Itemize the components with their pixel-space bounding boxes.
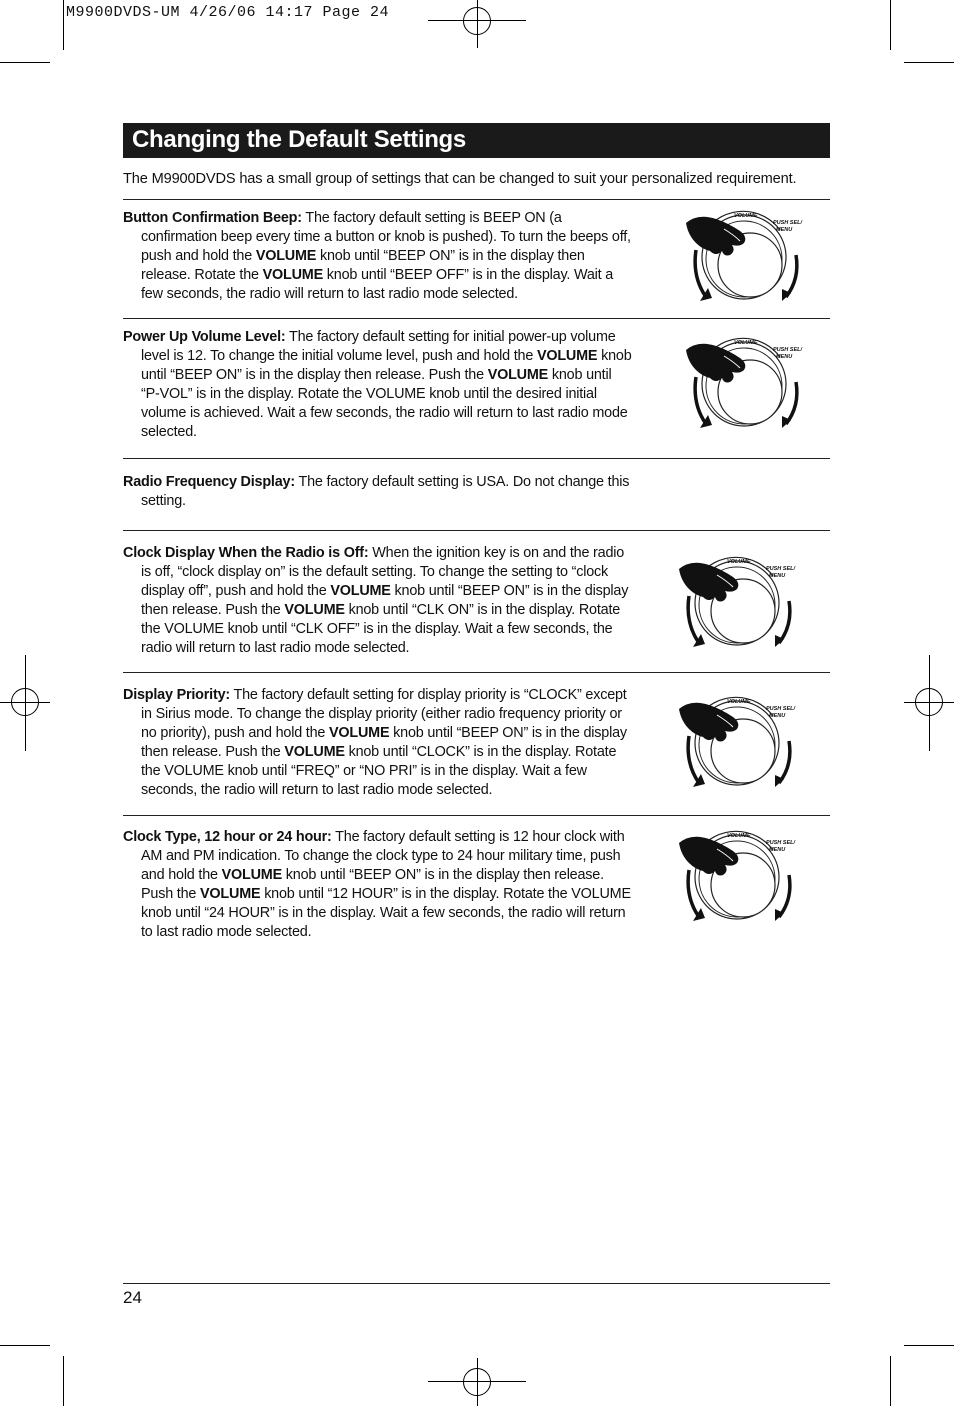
volume-knob-illustration [678,205,813,305]
section-clock-type [123,828,633,942]
knob-volume-label: VOLUME [727,833,751,839]
crop-mark [0,1345,50,1346]
bold-keyword: VOLUME [284,602,345,618]
bold-keyword: VOLUME [200,886,261,902]
section-divider [123,815,830,816]
volume-knob-illustration [678,332,813,432]
bold-keyword: VOLUME [284,744,345,760]
section-button-confirmation-beep [123,209,633,304]
volume-knob-illustration [671,691,806,791]
knob-volume-label: VOLUME [734,213,758,219]
section-paragraph [123,686,633,800]
knob-svg [671,691,806,791]
section-divider [123,199,830,200]
knob-svg [671,551,806,651]
section-heading: Clock Display When the Radio is Off: [123,545,369,561]
bold-keyword: VOLUME [487,367,549,383]
section-divider [123,458,830,459]
section-heading: Button Confirmation Beep: [123,210,302,226]
page-title-bar [123,123,830,158]
section-text: knob until “BEEP ON” is in the display then release. Rotate the [141,248,585,283]
bold-keyword: VOLUME [329,725,390,741]
crop-mark [63,0,64,50]
intro-paragraph: The M9900DVDS has a small group of settings that can be changed to suit your personalized requirement. [123,171,797,187]
crop-mark [904,1345,954,1346]
page-number: 24 [123,1288,142,1307]
knob-push-sel-label: PUSH SEL/ [773,347,803,353]
bold-keyword: VOLUME [330,583,391,599]
section-display-priority [123,686,633,800]
crop-mark [0,62,50,63]
knob-menu-label: MENU [769,573,786,579]
section-text: knob until “BEEP ON” is in the display then release. Push the [141,725,627,760]
knob-menu-label: MENU [776,354,793,360]
knob-menu-label: MENU [776,227,793,233]
bold-keyword: VOLUME [255,248,317,264]
print-slug: M9900DVDS-UM 4/26/06 14:17 Page 24 [66,4,390,21]
knob-volume-label: VOLUME [734,340,758,346]
section-text: knob until “P-VOL” is in the display. Rotate the VOLUME knob until the desired initial volume is achieved. Wait a few seconds, the radio will return to last radio mode selected. [141,367,628,440]
section-text: knob until “BEEP ON” is in the display then release. Push the [141,867,604,902]
bold-keyword: VOLUME [262,267,323,283]
bold-keyword: VOLUME [536,348,598,364]
section-radio-frequency-display [123,473,633,511]
section-divider [123,530,830,531]
section-paragraph [123,328,633,442]
section-text: knob until “CLOCK” is in the display. Rotate the VOLUME knob until “FREQ” or “NO PRI” is in the display. Wait a few seconds, the radio will return to last radio mode selected. [141,744,617,798]
knob-volume-label: VOLUME [727,699,751,705]
knob-menu-label: MENU [769,847,786,853]
knob-push-sel-label: PUSH SEL/ [773,220,803,226]
section-heading: Clock Type, 12 hour or 24 hour: [123,829,332,845]
section-paragraph [123,828,633,942]
section-heading: Display Priority: [123,687,230,703]
section-text: knob until “BEEP ON” is in the display then release. Push the [141,583,629,618]
section-divider [123,672,830,673]
section-text: The factory default setting is BEEP ON (a confirmation beep every time a button or knob is pushed). To turn the beeps off, push and hold the [141,210,631,264]
knob-push-sel-label: PUSH SEL/ [766,566,796,572]
crop-mark [890,0,891,50]
section-text: The factory default setting is USA. Do not change this setting. [141,474,630,509]
crop-mark [890,1356,891,1406]
section-text: The factory default setting for display priority is “CLOCK” except in Sirius mode. To change the display priority (either radio frequency priority or no priority), push and hold the [141,687,627,741]
knob-menu-label: MENU [769,713,786,719]
section-text: The factory default setting for initial power-up volume level is 12. To change the initial volume level, push and hold the [141,329,616,364]
section-heading: Radio Frequency Display: [123,474,295,490]
volume-knob-illustration [671,551,806,651]
section-text: The factory default setting is 12 hour clock with AM and PM indication. To change the clock type to 24 hour military time, push and hold the [141,829,625,883]
section-divider [123,1283,830,1284]
section-text: knob until “CLK ON” is in the display. Rotate the VOLUME knob until “CLK OFF” is in the display. Wait a few seconds, the radio will return to last radio mode selected. [141,602,621,656]
section-text: knob until “BEEP OFF” is in the display. Wait a few seconds, the radio will return to last radio mode selected. [141,267,614,302]
section-text: When the ignition key is on and the radio is off, “clock display on” is the default setting. To change the setting to “clock display off”, push and hold the [141,545,625,599]
section-paragraph [123,209,633,304]
section-paragraph [123,544,633,658]
crop-mark [63,1356,64,1406]
page-title: Changing the Default Settings [132,126,466,153]
section-text: knob until “12 HOUR” is in the display. Rotate the VOLUME knob until “24 HOUR” is in the display. Wait a few seconds, the radio will return to last radio mode selected. [141,886,631,940]
volume-knob-illustration [671,825,806,925]
bold-keyword: VOLUME [221,867,282,883]
section-heading: Power Up Volume Level: [123,329,286,345]
knob-svg [671,825,806,925]
section-paragraph [123,473,633,511]
section-clock-display-radio-off [123,544,633,658]
knob-push-sel-label: PUSH SEL/ [766,706,796,712]
section-divider [123,318,830,319]
knob-svg [678,205,813,305]
knob-svg [678,332,813,432]
knob-volume-label: VOLUME [727,559,751,565]
section-text: knob until “BEEP ON” is in the display then release. Push the [141,348,632,383]
section-power-up-volume-level [123,328,633,442]
crop-mark [904,62,954,63]
knob-push-sel-label: PUSH SEL/ [766,840,796,846]
